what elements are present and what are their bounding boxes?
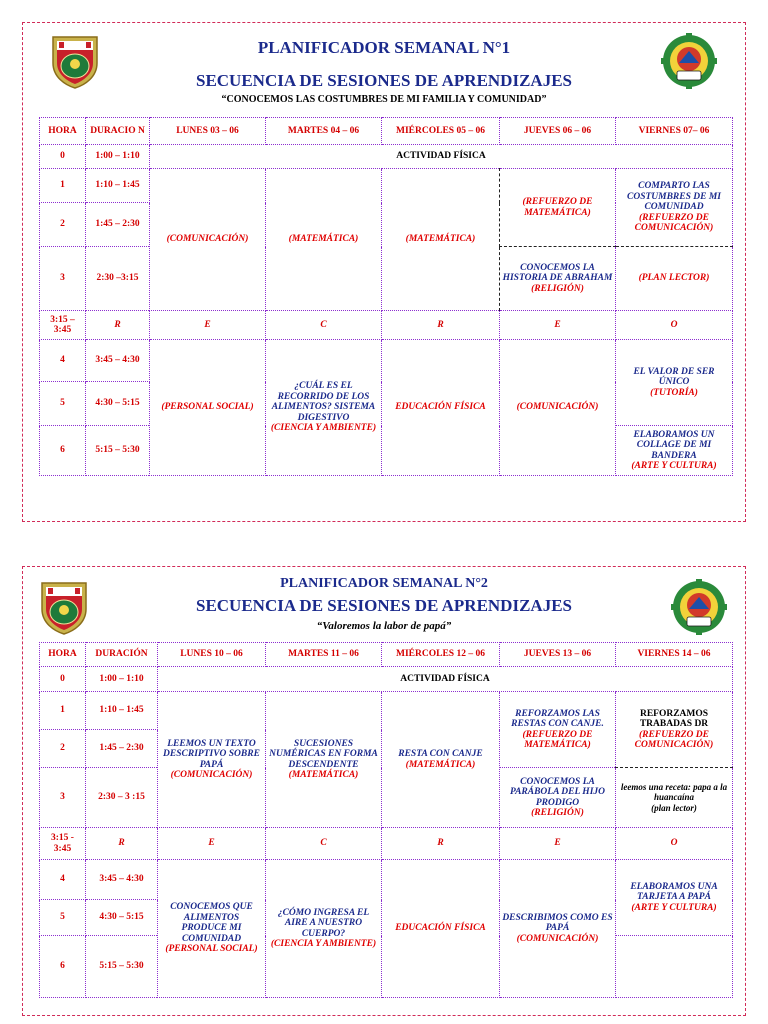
session-area: (ARTE Y CULTURA) <box>631 461 717 471</box>
header-duracion: DURACIÓN <box>86 643 158 667</box>
session-cell: (PLAN LECTOR) <box>616 247 733 311</box>
schedule-table <box>39 642 733 998</box>
header-day-1: LUNES 03 – 06 <box>150 118 266 145</box>
session-area: (RELIGIÓN) <box>531 808 584 818</box>
session-title: REFORZAMOS LAS RESTAS CON CANJE. <box>511 708 604 729</box>
session-cell: (MATEMÁTICA) <box>382 169 500 311</box>
hour-cell: 1 <box>40 692 86 730</box>
hour-cell: 6 <box>40 936 86 998</box>
recreo-letter: R <box>86 828 158 860</box>
session-cell <box>500 860 616 998</box>
session-title: CONOCEMOS LA PARÁBOLA DEL HIJO PRODIGO <box>509 776 605 808</box>
hour-cell: 5 <box>40 382 86 426</box>
header-day-2: MARTES 11 – 06 <box>266 643 382 667</box>
hour-cell: 6 <box>40 426 86 476</box>
session-cell: (MATEMÁTICA) <box>266 169 382 311</box>
planner-title: PLANIFICADOR SEMANAL N°1 <box>257 38 511 57</box>
hour-cell: 3 <box>40 247 86 311</box>
session-title: leemos una receta: papa a la huancaína <box>620 781 728 803</box>
recreo-letter: E <box>500 311 616 340</box>
session-cell: EDUCACIÓN FÍSICA <box>382 340 500 476</box>
planner-sheet-1 <box>22 22 746 522</box>
hour-cell: 3 <box>40 768 86 828</box>
duration-cell: 1:00 – 1:10 <box>86 145 150 169</box>
hour-cell: 0 <box>40 145 86 169</box>
recreo-letter: O <box>616 828 733 860</box>
header-day-2: MARTES 04 – 06 <box>266 118 382 145</box>
session-area: (ARTE Y CULTURA) <box>631 902 717 913</box>
session-cell <box>500 692 616 768</box>
recreo-letter: R <box>86 311 150 340</box>
session-title: SUCESIONES NUMÉRICAS EN FORMA DESCENDENTE <box>269 738 378 770</box>
recreo-letter: C <box>266 311 382 340</box>
header-day-5: VIERNES 07– 06 <box>616 118 733 145</box>
planner-title: PLANIFICADOR SEMANAL N°2 <box>280 576 488 591</box>
duration-cell: 1:45 – 2:30 <box>86 730 158 768</box>
duration-cell: 2:30 – 3 :15 <box>86 768 158 828</box>
header-duracion: DURACIO N <box>86 118 150 145</box>
duration-cell: 3:45 – 4:30 <box>86 860 158 900</box>
duration-cell: 1:10 – 1:45 <box>86 692 158 730</box>
session-area: (TUTORÍA) <box>650 387 698 398</box>
session-cell <box>500 768 616 828</box>
session-cell <box>616 426 733 476</box>
session-cell <box>158 692 266 828</box>
hour-cell: 4 <box>40 860 86 900</box>
session-area: (COMUNICACIÓN) <box>170 770 253 780</box>
session-title: LEEMOS UN TEXTO DESCRIPTIVO SOBRE PAPÁ <box>163 738 260 770</box>
planner-subtitle: SECUENCIA DE SESIONES DE APRENDIZAJES <box>195 596 572 615</box>
recreo-letter: O <box>616 311 733 340</box>
session-title: COMPARTO LAS COSTUMBRES DE MI COMUNIDAD <box>627 181 721 213</box>
hour-cell: 4 <box>40 340 86 382</box>
hour-cell: 5 <box>40 900 86 936</box>
session-area: (RELIGIÓN) <box>531 283 584 294</box>
session-area: (CIENCIA Y AMBIENTE) <box>270 939 377 949</box>
session-area: (MATEMÁTICA) <box>288 770 359 780</box>
header-day-4: JUEVES 13 – 06 <box>500 643 616 667</box>
hour-cell: 2 <box>40 203 86 247</box>
session-cell: (REFUERZO DE MATEMÁTICA) <box>500 169 616 247</box>
session-area: (PERSONAL SOCIAL) <box>165 944 258 955</box>
duration-cell: 4:30 – 5:15 <box>86 382 150 426</box>
session-title: EL VALOR DE SER ÚNICO <box>633 366 715 388</box>
session-cell: (COMUNICACIÓN) <box>500 340 616 476</box>
hour-cell: 2 <box>40 730 86 768</box>
empty-session-cell <box>616 936 733 998</box>
duration-cell: 2:30 –3:15 <box>86 247 150 311</box>
planner-theme: “Valoremos la labor de papá” <box>316 620 452 632</box>
session-cell <box>616 860 733 936</box>
session-cell <box>266 340 382 476</box>
header-day-4: JUEVES 06 – 06 <box>500 118 616 145</box>
break-hour-cell: 3:15 - 3:45 <box>40 828 86 860</box>
duration-cell: 1:45 – 2:30 <box>86 203 150 247</box>
hour-cell: 1 <box>40 169 86 203</box>
header-day-3: MIÉRCOLES 12 – 06 <box>382 643 500 667</box>
session-cell: (COMUNICACIÓN) <box>150 169 266 311</box>
session-area: (CIENCIA Y AMBIENTE) <box>270 423 377 434</box>
header-hora: HORA <box>40 118 86 145</box>
duration-cell: 3:45 – 4:30 <box>86 340 150 382</box>
duration-cell: 1:00 – 1:10 <box>86 667 158 692</box>
session-cell: (PERSONAL SOCIAL) <box>150 340 266 476</box>
session-title: ¿CÓMO INGRESA EL AIRE A NUESTRO CUERPO? <box>277 907 370 939</box>
session-cell <box>382 692 500 828</box>
institution-gear-logo <box>661 33 717 89</box>
institution-gear-logo <box>671 579 727 635</box>
session-cell <box>616 692 733 768</box>
recreo-letter: E <box>158 828 266 860</box>
activity-cell: ACTIVIDAD FÍSICA <box>150 145 733 169</box>
session-title: CONOCEMOS LA HISTORIA DE ABRAHAM <box>502 262 613 284</box>
session-cell <box>616 340 733 426</box>
session-title: ELABORAMOS UNA TARJETA A PAPÁ <box>630 881 718 903</box>
schedule-table <box>39 117 733 476</box>
session-cell: EDUCACIÓN FÍSICA <box>382 860 500 998</box>
recreo-letter: R <box>382 828 500 860</box>
planner-theme: “CONOCEMOS LAS COSTUMBRES DE MI FAMILIA Y COMUNIDAD” <box>221 94 547 105</box>
hour-cell: 0 <box>40 667 86 692</box>
session-area: (REFUERZO DE COMUNICACIÓN) <box>634 212 714 234</box>
session-cell <box>616 768 733 828</box>
header-day-5: VIERNES 14 – 06 <box>616 643 733 667</box>
session-title: CONOCEMOS QUE ALIMENTOS PRODUCE MI COMUNIDAD <box>170 902 253 944</box>
session-area: (COMUNICACIÓN) <box>516 933 599 944</box>
session-area: (REFUERZO DE COMUNICACIÓN) <box>634 729 714 750</box>
header-day-1: LUNES 10 – 06 <box>158 643 266 667</box>
session-cell <box>266 860 382 998</box>
session-cell <box>158 860 266 998</box>
header-day-3: MIÉRCOLES 05 – 06 <box>382 118 500 145</box>
break-hour-cell: 3:15 – 3:45 <box>40 311 86 340</box>
session-cell <box>500 247 616 311</box>
session-title: DESCRIBIMOS COMO ES PAPÁ <box>502 912 613 934</box>
recreo-letter: R <box>382 311 500 340</box>
session-title: ¿CUÁL ES EL RECORRIDO DE LOS ALIMENTOS? SISTEMA DIGESTIVO <box>271 381 376 423</box>
session-title: REFORZAMOS TRABADAS DR <box>639 708 709 729</box>
planner-sheet-2 <box>22 566 746 1016</box>
recreo-letter: E <box>500 828 616 860</box>
duration-cell: 1:10 – 1:45 <box>86 169 150 203</box>
duration-cell: 5:15 – 5:30 <box>86 936 158 998</box>
duration-cell: 5:15 – 5:30 <box>86 426 150 476</box>
session-cell <box>266 692 382 828</box>
planner-subtitle: SECUENCIA DE SESIONES DE APRENDIZAJES <box>195 71 572 90</box>
recreo-letter: C <box>266 828 382 860</box>
session-cell <box>616 169 733 247</box>
session-area: (REFUERZO DE MATEMÁTICA) <box>522 729 593 750</box>
session-area: (MATEMÁTICA) <box>405 759 476 770</box>
session-area: (plan lector) <box>651 802 697 813</box>
header-hora: HORA <box>40 643 86 667</box>
session-title: ELABORAMOS UN COLLAGE DE MI BANDERA <box>633 429 715 461</box>
activity-cell: ACTIVIDAD FÍSICA <box>158 667 733 692</box>
duration-cell: 4:30 – 5:15 <box>86 900 158 936</box>
session-title: RESTA CON CANJE <box>398 749 483 759</box>
recreo-letter: E <box>150 311 266 340</box>
